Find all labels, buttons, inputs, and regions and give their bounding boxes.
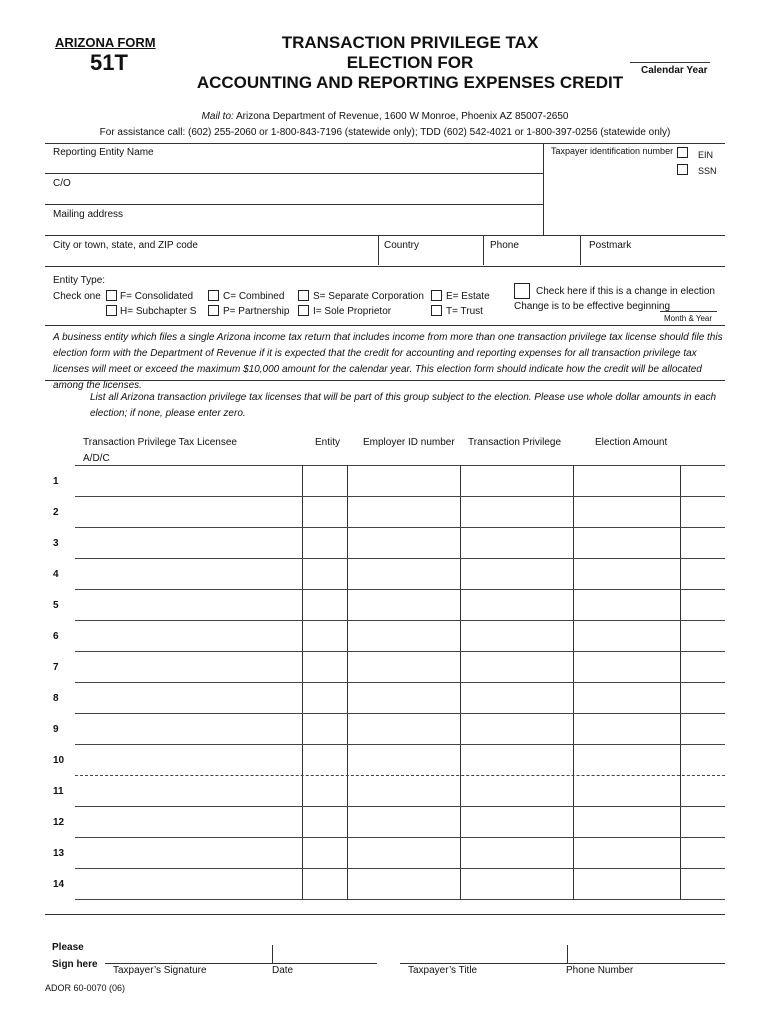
postmark-label: Postmark xyxy=(589,240,632,251)
city-label: City or town, state, and ZIP code xyxy=(53,240,198,251)
table-row[interactable] xyxy=(75,868,725,869)
table-row[interactable] xyxy=(75,589,725,590)
type-e-label: E= Estate xyxy=(446,291,490,302)
mail-prefix: Mail to: xyxy=(201,111,234,122)
instruction-paragraph: A business entity which files a single Arizona income tax return that includes income from more than one transaction privilege tax license should file this election form with the Department of Revenue if it is expected that the credit for accounting and reporting expenses for all transaction privilege tax licenses will meet or exceed the maximum $10,000 amount for the calendar year. This election form should indicate how the credit will be allocated among the licenses. xyxy=(53,332,723,391)
type-c-checkbox[interactable] xyxy=(208,290,219,301)
row-number: 12 xyxy=(53,817,65,828)
table-row[interactable] xyxy=(75,744,725,745)
row-number: 9 xyxy=(53,724,59,735)
assistance-line: For assistance call: (602) 255-2060 or 1-800-843-7196 (statewide only); TDD (602) 542-4021 or 1-800-397-0256 (statewide only) xyxy=(99,127,671,138)
ein-label: EIN xyxy=(698,150,714,160)
type-i-checkbox[interactable] xyxy=(298,305,309,316)
co-label: C/O xyxy=(53,178,71,189)
month-year-label: Month & Year xyxy=(664,314,713,323)
phone-label: Phone xyxy=(490,240,519,251)
mail-to xyxy=(0,111,770,122)
row-number: 5 xyxy=(53,600,59,611)
row-number: 8 xyxy=(53,693,59,704)
row-number: 7 xyxy=(53,662,59,673)
form-number: 51T xyxy=(90,50,128,75)
table-row[interactable] xyxy=(75,806,725,807)
row-number: 4 xyxy=(53,569,59,580)
col-entity-header: Entity xyxy=(315,437,341,448)
type-s-label: S= Separate Corporation xyxy=(313,291,424,302)
type-t-label: T= Trust xyxy=(446,306,483,317)
row-number: 14 xyxy=(53,879,65,890)
title-label: Taxpayer’s Title xyxy=(408,965,478,976)
list-instruction: List all Arizona transaction privilege tax licenses that will be part of this group subject to the election. Please use whole dollar amounts in each election; if none, please enter zero. xyxy=(90,392,717,419)
type-t-checkbox[interactable] xyxy=(431,305,442,316)
calendar-year-label: Calendar Year xyxy=(641,65,708,76)
row-number: 10 xyxy=(53,755,65,766)
country-label: Country xyxy=(384,240,420,251)
type-p-label: P= Partnership xyxy=(223,306,290,317)
row-number: 3 xyxy=(53,538,59,549)
change-election-checkbox[interactable] xyxy=(514,283,530,299)
ssn-checkbox[interactable] xyxy=(677,164,688,175)
row-number: 2 xyxy=(53,507,59,518)
type-f-label: F= Consolidated xyxy=(120,291,194,302)
mail-address: Arizona Department of Revenue, 1600 W Monroe, Phoenix AZ 85007-2650 xyxy=(236,111,569,122)
title-line-3: ACCOUNTING AND REPORTING EXPENSES CREDIT xyxy=(196,73,624,92)
table-row[interactable] xyxy=(75,527,725,528)
calendar-year-field[interactable] xyxy=(630,62,710,63)
ein-checkbox[interactable] xyxy=(677,147,688,158)
taxpayer-id-label: Taxpayer identification number xyxy=(551,146,674,156)
type-i-label: I= Sole Proprietor xyxy=(313,306,392,317)
row-number: 13 xyxy=(53,848,65,859)
sign-here-label: Sign here xyxy=(52,959,98,970)
table-row[interactable] xyxy=(75,496,725,497)
form-org: ARIZONA FORM xyxy=(55,35,156,50)
change-election-label: Check here if this is a change in election xyxy=(536,286,715,297)
row-number: 1 xyxy=(53,476,59,487)
row-number: 6 xyxy=(53,631,59,642)
form-code: ADOR 60-0070 (06) xyxy=(45,983,126,993)
type-h-label: H= Subchapter S xyxy=(120,306,197,317)
type-e-checkbox[interactable] xyxy=(431,290,442,301)
signature-field[interactable] xyxy=(105,963,377,964)
table-row[interactable] xyxy=(75,775,725,776)
col-election-amount-header: Election Amount xyxy=(595,437,668,448)
title-phone-field[interactable] xyxy=(400,963,725,964)
title-line-2: ELECTION FOR xyxy=(346,53,474,72)
mailing-address-label: Mailing address xyxy=(53,209,124,220)
phone-number-label: Phone Number xyxy=(566,965,634,976)
table-row[interactable] xyxy=(75,558,725,559)
col-employer-id-header: Employer ID number xyxy=(363,437,455,448)
col-licensee-header: Transaction Privilege Tax Licensee xyxy=(83,437,237,448)
table-row[interactable] xyxy=(75,620,725,621)
please-label: Please xyxy=(52,942,84,953)
table-row[interactable] xyxy=(75,682,725,683)
table-row[interactable] xyxy=(75,651,725,652)
type-f-checkbox[interactable] xyxy=(106,290,117,301)
change-effective-label: Change is to be effective beginning xyxy=(514,301,671,312)
row-number: 11 xyxy=(53,786,64,797)
title-line-1: TRANSACTION PRIVILEGE TAX xyxy=(281,33,539,52)
col-adc-header: A/D/C xyxy=(83,453,110,464)
type-s-checkbox[interactable] xyxy=(298,290,309,301)
signature-label: Taxpayer’s Signature xyxy=(113,965,207,976)
col-transaction-privilege-header: Transaction Privilege xyxy=(468,437,562,448)
check-one-label: Check one xyxy=(53,291,101,302)
table-row[interactable] xyxy=(75,713,725,714)
type-h-checkbox[interactable] xyxy=(106,305,117,316)
reporting-entity-name-label: Reporting Entity Name xyxy=(53,147,154,158)
type-p-checkbox[interactable] xyxy=(208,305,219,316)
month-year-field[interactable] xyxy=(660,311,717,312)
table-row[interactable] xyxy=(75,899,725,900)
page-title xyxy=(195,33,625,93)
ssn-label: SSN xyxy=(698,166,717,176)
entity-type-label: Entity Type: xyxy=(53,275,106,286)
type-c-label: C= Combined xyxy=(223,291,285,302)
date-label: Date xyxy=(272,965,294,976)
table-row[interactable] xyxy=(75,837,725,838)
